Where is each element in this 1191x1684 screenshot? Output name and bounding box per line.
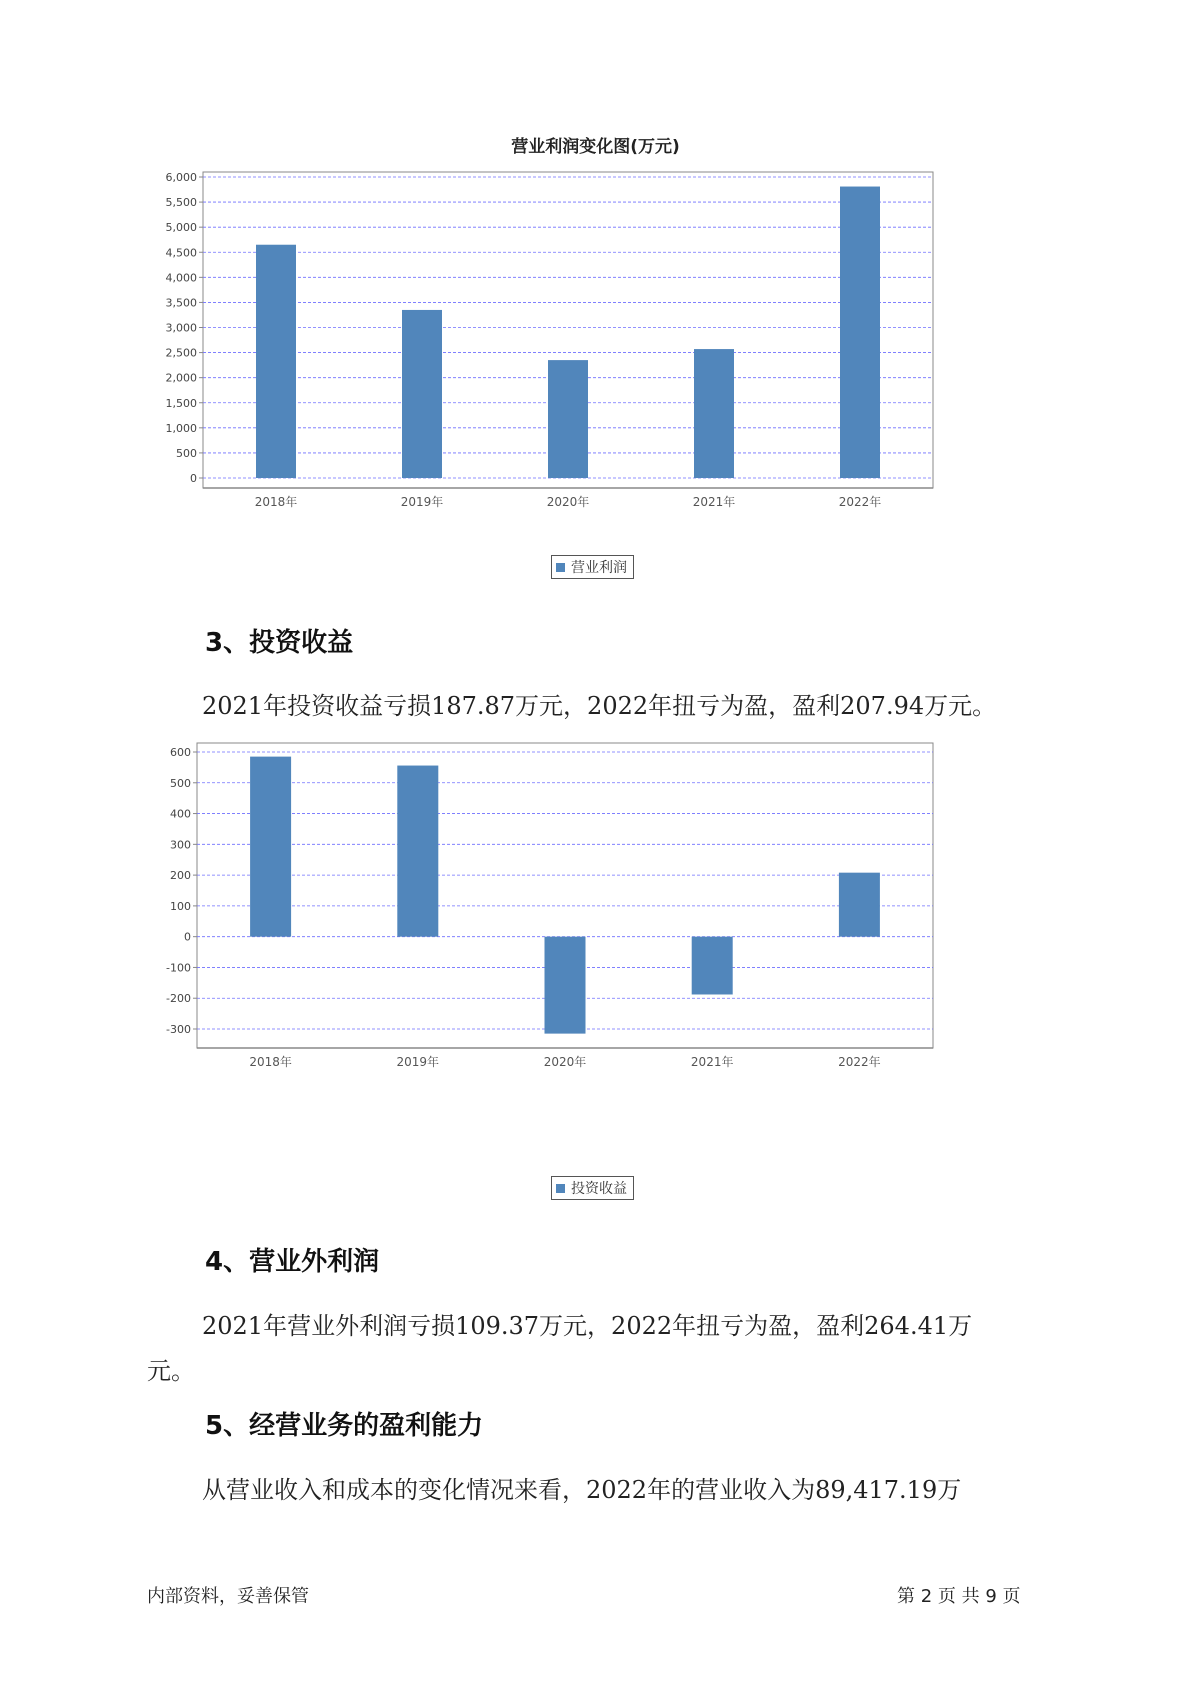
chart2-legend (551, 1176, 634, 1200)
operating-profit-chart (0, 160, 1191, 540)
bar-2022年 (840, 187, 880, 478)
y-tick-label: 400 (170, 807, 191, 821)
chart1-title: 营业利润变化图(万元) (511, 137, 680, 157)
y-tick-label: 0 (184, 930, 191, 944)
y-tick-label: 500 (170, 776, 191, 790)
x-category-label: 2022年 (838, 1055, 881, 1069)
bar-2019年 (402, 310, 442, 478)
bar-2021年 (692, 937, 733, 995)
y-tick-label: 6,000 (165, 171, 197, 184)
x-category-label: 2021年 (690, 1055, 734, 1069)
section-3-heading: 3、投资收益 (205, 628, 354, 658)
y-tick-label: -200 (166, 992, 191, 1006)
bar-2021年 (694, 349, 734, 478)
bar-2019年 (397, 766, 438, 937)
bar-2020年 (548, 360, 588, 478)
section-3-paragraph: 2021年投资收益亏损187.87万元，2022年扭亏为盈，盈利207.94万元。 (202, 692, 997, 720)
y-tick-label: 3,500 (165, 296, 197, 310)
section-5-paragraph: 从营业收入和成本的变化情况来看，2022年的营业收入为89,417.19万 (202, 1476, 962, 1504)
y-tick-label: 2,000 (165, 371, 197, 385)
y-tick-label: 5,000 (165, 221, 197, 235)
y-tick-label: 300 (170, 838, 191, 852)
y-tick-label: 4,000 (165, 271, 197, 285)
section-4-heading: 4、营业外利润 (205, 1247, 380, 1277)
legend-swatch (556, 1184, 565, 1193)
bar-2022年 (839, 873, 880, 937)
y-tick-label: 1,000 (165, 421, 197, 435)
x-category-label: 2019年 (396, 1055, 440, 1069)
x-category-label: 2021年 (692, 495, 736, 509)
section-5-heading: 5、经营业务的盈利能力 (205, 1411, 484, 1441)
x-category-label: 2018年 (249, 1055, 292, 1069)
x-category-label: 2022年 (838, 495, 882, 509)
x-category-label: 2020年 (543, 1055, 587, 1069)
y-tick-label: 600 (170, 746, 191, 759)
legend-label: 投资收益 (571, 1181, 627, 1197)
y-tick-label: -300 (166, 1023, 191, 1036)
y-tick-label: 500 (176, 446, 197, 460)
y-tick-label: 200 (170, 869, 191, 883)
y-tick-label: 4,500 (165, 246, 197, 260)
section-4-paragraph-line2: 元。 (147, 1357, 195, 1385)
legend-label: 营业利润 (571, 560, 627, 576)
investment-income-chart (0, 746, 1191, 1160)
x-category-label: 2020年 (546, 495, 590, 509)
footer-confidential-note: 内部资料，妥善保管 (147, 1586, 309, 1607)
bar-2018年 (250, 757, 291, 937)
y-tick-label: -100 (166, 961, 191, 975)
y-tick-label: 1,500 (165, 396, 197, 410)
bar-2020年 (545, 937, 586, 1034)
x-category-label: 2019年 (400, 495, 444, 509)
section-4-paragraph-line1: 2021年营业外利润亏损109.37万元，2022年扭亏为盈，盈利264.41万 (202, 1312, 973, 1340)
y-tick-label: 100 (170, 899, 191, 913)
y-tick-label: 2,500 (165, 346, 197, 360)
x-category-label: 2018年 (254, 495, 298, 509)
footer-page-number: 第 2 页 共 9 页 (897, 1586, 1021, 1607)
legend-swatch (556, 563, 565, 572)
bar-2018年 (256, 245, 296, 478)
y-tick-label: 5,500 (165, 196, 197, 210)
y-tick-label: 3,000 (165, 321, 197, 335)
chart1-legend (551, 555, 634, 579)
y-tick-label: 0 (190, 472, 197, 485)
